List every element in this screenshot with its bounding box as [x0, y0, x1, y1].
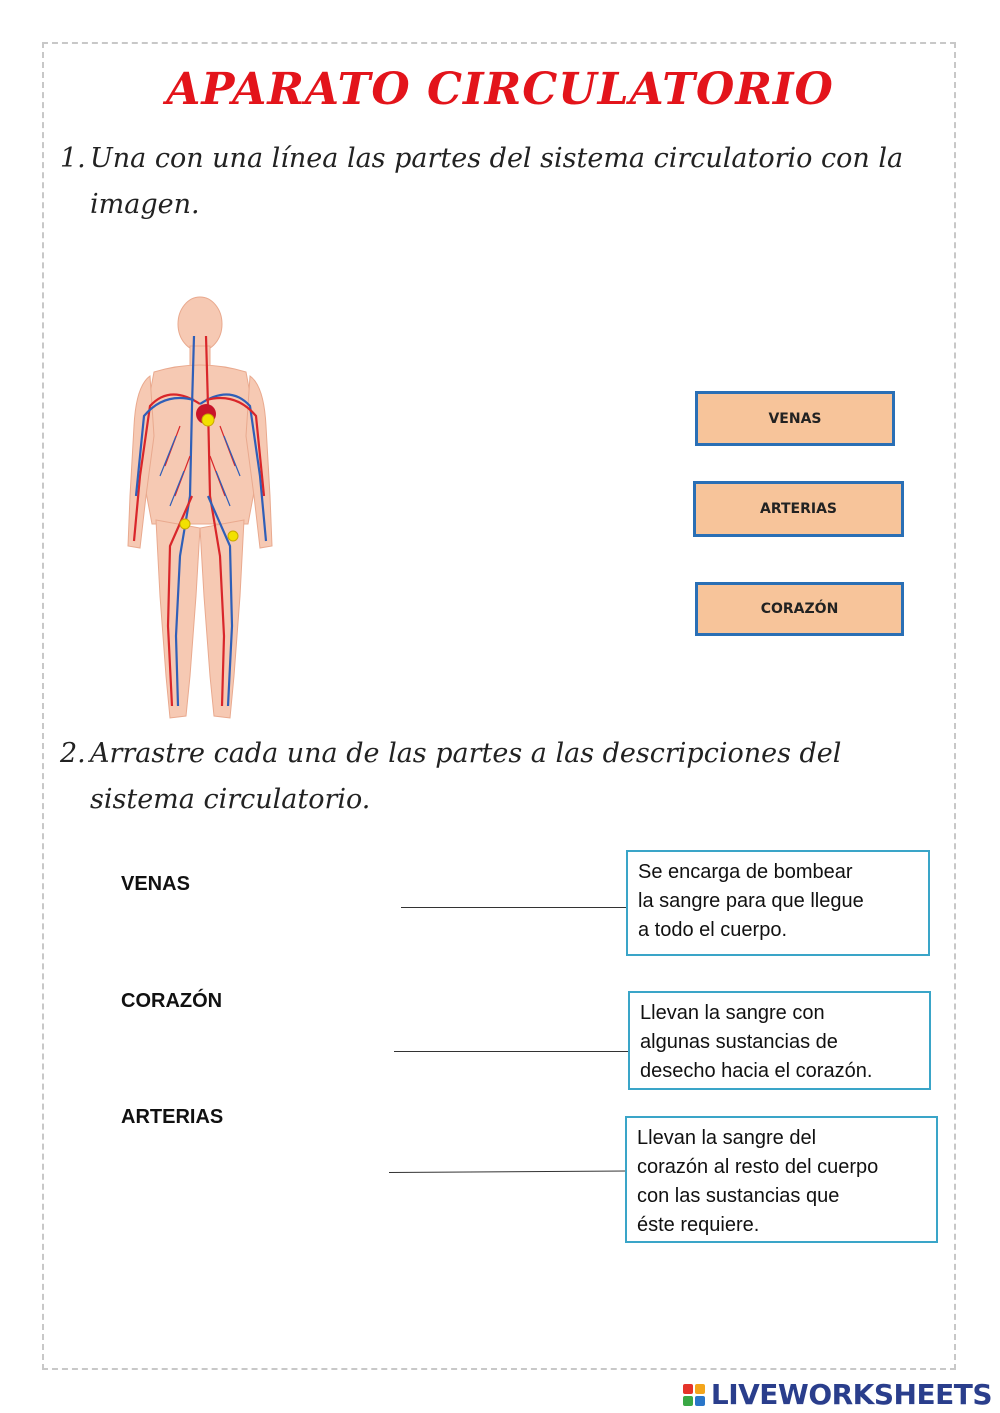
question-1-text-line1: Una con una línea las partes del sistema circulatorio con la — [90, 143, 904, 174]
answer-line-2[interactable] — [394, 1051, 630, 1052]
page-title: APARATO CIRCULATORIO — [166, 64, 834, 115]
term-arterias[interactable]: ARTERIAS — [121, 1106, 224, 1128]
liveworksheets-logo — [683, 1378, 992, 1411]
term-venas[interactable]: VENAS — [121, 873, 190, 895]
logo-grid-icon — [683, 1384, 705, 1406]
circulatory-body-illustration — [120, 296, 280, 728]
part-box-arterias[interactable] — [693, 481, 904, 537]
term-corazon[interactable]: CORAZÓN — [121, 990, 223, 1012]
question-1-text-line2: imagen. — [90, 189, 200, 220]
description-line: la sangre para que llegue — [638, 890, 864, 912]
description-line: Llevan la sangre con — [640, 1002, 825, 1024]
question-2-text-line1: Arrastre cada una de las partes a las descripciones del — [90, 738, 842, 769]
part-box-corazon[interactable] — [695, 582, 904, 636]
part-label: VENAS — [768, 410, 822, 427]
description-line: éste requiere. — [637, 1214, 760, 1236]
answer-line-1[interactable] — [401, 907, 627, 908]
description-line: Llevan la sangre del — [637, 1127, 817, 1149]
description-line: con las sustancias que — [637, 1185, 840, 1207]
question-2-text-line2: sistema circulatorio. — [90, 784, 371, 815]
part-label: CORAZÓN — [760, 601, 839, 617]
question-1 — [60, 136, 903, 228]
question-1-number: 1. — [60, 143, 86, 174]
part-label: ARTERIAS — [759, 501, 837, 517]
description-box-1[interactable] — [626, 850, 930, 956]
question-2-number: 2. — [60, 738, 86, 769]
description-line: corazón al resto del cuerpo — [637, 1156, 879, 1178]
description-line: desecho hacia el corazón. — [640, 1060, 873, 1082]
description-line: Se encarga de bombear — [638, 861, 853, 883]
description-line: a todo el cuerpo. — [638, 919, 787, 941]
description-box-2[interactable] — [628, 991, 931, 1090]
description-line: algunas sustancias de — [640, 1031, 838, 1053]
brand-name: LIVEWORKSHEETS — [710, 1378, 992, 1411]
description-box-3[interactable] — [625, 1116, 938, 1243]
part-box-venas[interactable] — [695, 391, 895, 446]
question-2 — [60, 731, 841, 823]
